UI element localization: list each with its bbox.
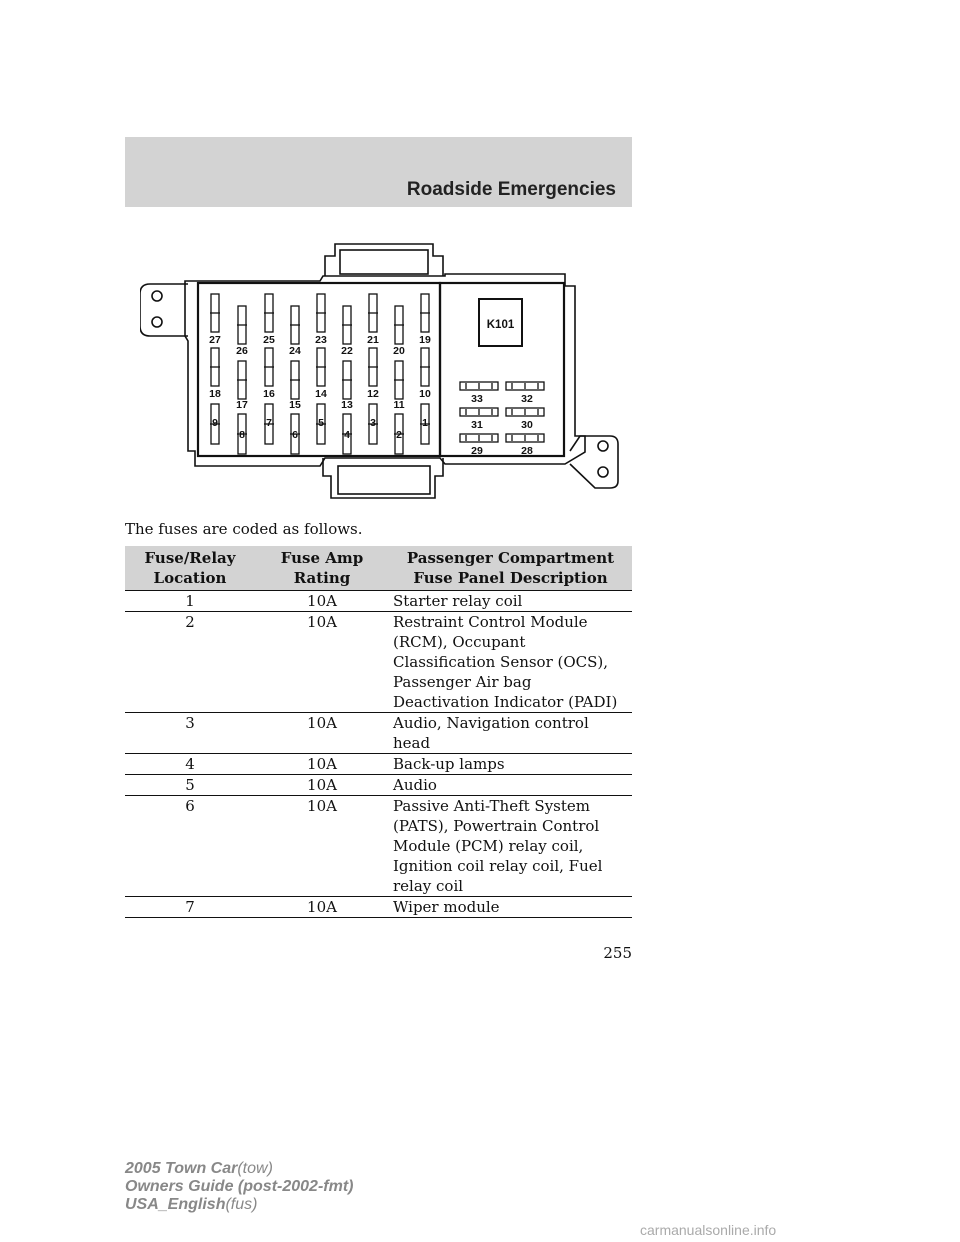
fuse-number: 27 — [209, 334, 221, 346]
cell-description: Starter relay coil — [389, 591, 632, 612]
cell-location: 1 — [125, 591, 255, 612]
fuse-number: 30 — [521, 419, 533, 431]
cell-location: 5 — [125, 775, 255, 796]
fuse-number: 8 — [239, 429, 245, 441]
intro-text: The fuses are coded as follows. — [125, 520, 363, 538]
fuse-table — [125, 546, 632, 918]
cell-description: Restraint Control Module (RCM), Occupant Classification Sensor (OCS), Passenger Air bag Deactivation Indicator (PADI) — [389, 612, 632, 713]
cell-amp: 10A — [255, 754, 389, 775]
table-row — [125, 796, 632, 897]
fuse-number: 10 — [419, 388, 431, 400]
footer-model-code: (tow) — [237, 1160, 273, 1177]
fuse-number: 5 — [318, 417, 324, 429]
cell-location: 7 — [125, 897, 255, 918]
section-header-band — [125, 137, 632, 207]
cell-location: 6 — [125, 796, 255, 897]
fuse-number: 3 — [370, 417, 376, 429]
fuse-number: 31 — [471, 419, 483, 431]
fuse-number: 2 — [396, 429, 402, 441]
fuse-number: 9 — [212, 417, 218, 429]
fuse-number: 17 — [236, 399, 248, 411]
fuse-number: 22 — [341, 345, 353, 357]
page-number: 255 — [603, 944, 632, 962]
fuse-number: 19 — [419, 334, 431, 346]
document-footer — [125, 1160, 353, 1214]
fuse-number: 11 — [393, 399, 405, 411]
fuse-number: 18 — [209, 388, 221, 400]
cell-amp: 10A — [255, 612, 389, 713]
cell-location: 2 — [125, 612, 255, 713]
table-row — [125, 754, 632, 775]
fuse-number: 14 — [315, 388, 327, 400]
fuse-number: 25 — [263, 334, 275, 346]
footer-model: 2005 Town Car — [125, 1160, 238, 1177]
fuse-number: 13 — [341, 399, 353, 411]
table-header-row — [125, 546, 632, 591]
cell-amp: 10A — [255, 591, 389, 612]
table-row — [125, 775, 632, 796]
fuse-number: 7 — [266, 417, 272, 429]
footer-line — [125, 1196, 353, 1214]
fuse-number: 1 — [422, 417, 428, 429]
fuse-number: 28 — [521, 445, 533, 457]
footer-line — [125, 1160, 353, 1178]
footer-guide: Owners Guide (post-2002-fmt) — [125, 1178, 354, 1195]
cell-description: Audio, Navigation control head — [389, 713, 632, 754]
footer-language: USA_English — [125, 1196, 226, 1213]
cell-amp: 10A — [255, 775, 389, 796]
fuse-number: 15 — [289, 399, 301, 411]
fuse-number: 33 — [471, 393, 483, 405]
table-row — [125, 591, 632, 612]
cell-amp: 10A — [255, 796, 389, 897]
cell-description: Passive Anti-Theft System (PATS), Powertrain Control Module (PCM) relay coil, Ignition coil relay coil, Fuel relay coil — [389, 796, 632, 897]
fuse-number: 4 — [344, 429, 350, 441]
table-row — [125, 897, 632, 918]
footer-language-code: (fus) — [225, 1196, 258, 1213]
footer-line — [125, 1178, 353, 1196]
col-header-location: Fuse/Relay Location — [125, 546, 255, 591]
cell-description: Back-up lamps — [389, 754, 632, 775]
fuse-number: 29 — [471, 445, 483, 457]
cell-location: 4 — [125, 754, 255, 775]
fuse-number: 21 — [367, 334, 379, 346]
cell-description: Audio — [389, 775, 632, 796]
fuse-number: 26 — [236, 345, 248, 357]
section-title: Roadside Emergencies — [406, 179, 616, 200]
cell-description: Wiper module — [389, 897, 632, 918]
fuse-number: 32 — [521, 393, 533, 405]
col-header-amp: Fuse Amp Rating — [255, 546, 389, 591]
fuse-number: 16 — [263, 388, 275, 400]
cell-amp: 10A — [255, 713, 389, 754]
fuse-number: 23 — [315, 334, 327, 346]
table-row — [125, 713, 632, 754]
fuse-number: 12 — [367, 388, 379, 400]
cell-location: 3 — [125, 713, 255, 754]
fuse-number: 24 — [289, 345, 301, 357]
cell-amp: 10A — [255, 897, 389, 918]
col-header-description: Passenger Compartment Fuse Panel Description — [389, 546, 632, 591]
relay-label: K101 — [486, 319, 515, 331]
fuse-number: 20 — [393, 345, 405, 357]
fuse-panel-diagram — [140, 236, 630, 502]
watermark: carmanualsonline.info — [640, 1222, 777, 1238]
table-row — [125, 612, 632, 713]
fuse-number: 6 — [292, 429, 298, 441]
